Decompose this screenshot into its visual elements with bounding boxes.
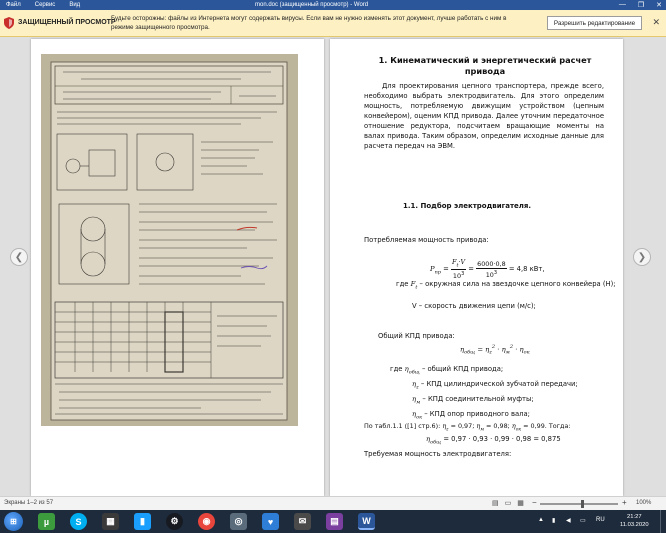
menu-view[interactable]: Вид xyxy=(69,2,81,8)
close-bar-icon[interactable]: ✕ xyxy=(652,17,660,27)
denominator-1: 10 xyxy=(452,272,462,281)
zoom-slider-knob[interactable] xyxy=(581,500,584,508)
kpd-general-text: – общий КПД привода; xyxy=(421,365,504,373)
kpd-intro: Общий КПД привода: xyxy=(378,332,455,340)
kpd-formula xyxy=(460,344,530,356)
denominator-2-exp: 3 xyxy=(493,269,498,276)
skype-icon[interactable]: S xyxy=(70,513,87,530)
required-power-line: Требуемая мощность электродвигателя: xyxy=(364,450,512,458)
ft-symbol: F xyxy=(410,280,416,288)
eta-m-ref-sub: м xyxy=(480,427,484,433)
kpd-rhs-3: · η xyxy=(515,345,524,354)
kpd-result-line xyxy=(426,435,561,445)
eta-z-sub: z xyxy=(416,384,419,391)
show-desktop-button[interactable] xyxy=(660,510,666,533)
menu-file[interactable]: Файл xyxy=(6,2,21,8)
section-heading: 1. Кинематический и энергетический расчет привода xyxy=(378,55,592,76)
files-icon[interactable]: ▮ xyxy=(134,513,151,530)
page-left xyxy=(31,39,324,496)
clock[interactable] xyxy=(620,513,649,529)
explorer-icon[interactable]: ▦ xyxy=(102,513,119,530)
app-icon[interactable]: ◎ xyxy=(230,513,247,530)
kpd-sup-m: 2 xyxy=(509,344,514,350)
zoom-level[interactable]: 100% xyxy=(636,500,652,506)
power-subscript: пр xyxy=(434,269,441,276)
page-counter: Экраны 1–2 из 57 xyxy=(4,500,54,506)
eta-result-symbol: η xyxy=(426,435,431,443)
kpd-coupling-line xyxy=(412,395,534,405)
minimize-button[interactable]: — xyxy=(618,1,626,8)
chevron-right-icon: ❯ xyxy=(637,251,647,263)
menu-bar xyxy=(6,2,80,8)
kpd-where-general xyxy=(390,365,503,375)
view-buttons xyxy=(492,499,524,507)
window-title: mon.doc (защищенный просмотр) - Word xyxy=(255,2,369,8)
power-result: = 4,8 кВт, xyxy=(508,265,545,274)
web-layout-icon[interactable]: ▦ xyxy=(517,500,524,507)
kpd-rhs-1: = η xyxy=(477,345,490,354)
eta-z-ref: η xyxy=(442,422,447,430)
power-intro: Потребляемая мощность привода: xyxy=(364,236,489,244)
protected-view-message: Будьте осторожны: файлы из Интернета могут содержать вирусы. Если вам не нужно изменять этот документ, лучше работать с ним в режиме защищенного просмотра. xyxy=(111,15,507,31)
eta-general-sub: общ xyxy=(408,369,420,376)
kpd-cyl-line xyxy=(412,380,578,390)
eta-m-value: = 0,98; xyxy=(486,422,510,430)
enable-editing-button[interactable]: Разрешить редактирование xyxy=(547,16,642,30)
kpd-where-prefix: где xyxy=(390,365,403,373)
eta-ok-ref-sub: ок xyxy=(515,427,522,433)
maximize-button[interactable]: ❐ xyxy=(637,2,645,9)
utorrent-icon[interactable]: µ xyxy=(38,513,55,530)
title-bar xyxy=(0,0,666,10)
clock-time: 21:27 xyxy=(627,514,642,520)
power-formula: $P_{пр}$ = $\frac{F_t\cdot V}{10^3}$ = $\frac{6000\cdot 0,8}{10^3}$ = 4,8 кВт, xyxy=(430,258,545,281)
mail-icon[interactable]: ✉ xyxy=(294,513,311,530)
kpd-sup-z: 2 xyxy=(491,344,496,350)
eta-total-sub: общ xyxy=(464,349,476,356)
eta-ok-symbol: η xyxy=(412,410,417,418)
chrome-icon[interactable]: ◉ xyxy=(198,513,215,530)
eta-z-value: = 0,97; xyxy=(450,422,475,430)
intro-paragraph: Для проектирования цепного транспортера, прежде всего, необходимо выбрать электродвигатель. Для этого определим мощность, потребляемую движущим устройством (цепным конвейером), оценим КПД привода. Далее уточним передаточное отношение редуктора, подсчитаем вращающие моменты на валах привода. Таким образом, определим исходные данные для расчета передач на ЭВМ. xyxy=(364,82,604,150)
eta-ok-sub: ок xyxy=(416,414,423,421)
eta-z-ref-sub: z xyxy=(446,427,449,433)
eta-m-sub: м xyxy=(416,399,421,406)
kpd-rhs-2: · η xyxy=(497,345,506,354)
previous-screen-button[interactable] xyxy=(10,248,28,266)
denominator-2: 10 xyxy=(485,270,494,279)
numerator-2: 6000·0,8 xyxy=(477,259,506,268)
where-v: V – скорость движения цепи (м/с); xyxy=(412,302,536,310)
force-subscript: t xyxy=(456,262,459,269)
fraction-2 xyxy=(476,260,506,279)
eta-m-ref: η xyxy=(476,422,481,430)
where-ft xyxy=(396,280,616,290)
kpd-bearings-line xyxy=(412,410,530,420)
eta-m-symbol: η xyxy=(412,395,417,403)
assignment-photo xyxy=(41,54,298,426)
menu-tools[interactable]: Сервис xyxy=(34,2,56,8)
kpd-result-value: = 0,97 · 0,93 · 0,99 · 0,98 = 0,875 xyxy=(443,435,561,443)
next-screen-button[interactable] xyxy=(633,248,651,266)
assignment-sheet-image xyxy=(41,54,298,426)
clock-date: 11.03.2020 xyxy=(620,522,649,528)
where-ft-prefix: где xyxy=(396,280,409,288)
page-right xyxy=(330,39,623,496)
ft-subscript: t xyxy=(415,284,418,291)
start-button[interactable] xyxy=(4,512,23,531)
battery-icon[interactable]: ▭ xyxy=(580,518,586,524)
eta-total: η xyxy=(460,345,465,354)
power-symbol: P xyxy=(430,265,435,274)
velocity-factor: ·V xyxy=(458,258,466,266)
chevron-left-icon: ❮ xyxy=(14,251,24,263)
eta-ok-ref: η xyxy=(511,422,516,430)
volume-icon[interactable]: ◀ xyxy=(566,518,571,524)
subsection-heading: 1.1. Подбор электродвигателя. xyxy=(403,202,532,210)
zoom-out-button[interactable]: − xyxy=(532,498,537,507)
eta-ok-value: = 0,99. xyxy=(523,422,547,430)
table-ref-then: Тогда: xyxy=(548,422,571,430)
eta-result-sub: общ xyxy=(430,439,442,446)
archive-icon[interactable]: ▤ xyxy=(326,513,343,530)
windows-logo-icon: ⊞ xyxy=(10,517,17,526)
close-window-button[interactable]: ✕ xyxy=(656,2,662,9)
zoom-in-button[interactable]: + xyxy=(622,498,627,507)
kpd-sub-m: м xyxy=(505,349,510,356)
language-indicator[interactable]: RU xyxy=(596,517,605,523)
force-symbol: F xyxy=(452,258,457,266)
eta-general-symbol: η xyxy=(404,365,409,373)
kpd-sub-z: z xyxy=(489,349,492,356)
word-icon[interactable]: W xyxy=(358,513,375,530)
heart-app-icon[interactable]: ♥ xyxy=(262,513,279,530)
tray-chevron-icon[interactable]: ▲ xyxy=(538,517,544,523)
fraction-1 xyxy=(451,258,466,280)
protected-view-bar xyxy=(0,10,666,37)
steam-icon[interactable]: ⚙ xyxy=(166,513,183,530)
zoom-slider-track[interactable] xyxy=(540,503,618,505)
network-icon[interactable]: ▮ xyxy=(552,518,556,524)
print-layout-icon[interactable]: ▭ xyxy=(504,500,512,507)
shield-icon xyxy=(4,17,14,29)
kpd-cyl-text: – КПД цилиндрической зубчатой передачи; xyxy=(420,380,578,388)
kpd-coupling-text: – КПД соединительной муфты; xyxy=(422,395,534,403)
where-ft-text: – окружная сила на звездочке цепного конвейера (Н); xyxy=(419,280,616,288)
kpd-sub-ok: ок xyxy=(523,349,530,356)
document-area[interactable] xyxy=(0,37,666,496)
table-ref-line xyxy=(364,422,571,432)
eta-z-symbol: η xyxy=(412,380,417,388)
table-ref-text: По табл.1.1 ([1] стр.6): xyxy=(364,422,441,430)
protected-view-label: ЗАЩИЩЕННЫЙ ПРОСМОТР xyxy=(18,19,116,26)
status-bar xyxy=(0,496,666,510)
window-controls xyxy=(619,1,662,9)
denominator-1-exp: 3 xyxy=(461,271,465,278)
read-mode-icon[interactable]: ▤ xyxy=(492,500,499,507)
kpd-bearings-text: – КПД опор приводного вала; xyxy=(424,410,530,418)
taskbar xyxy=(0,510,666,533)
